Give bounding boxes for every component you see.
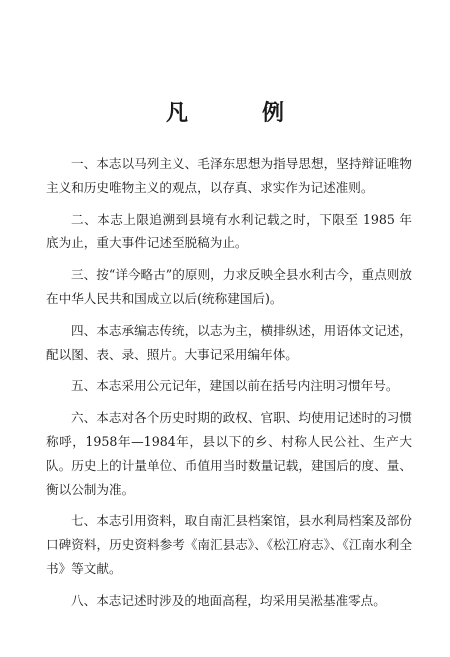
- paragraph-8: 八、本志记述时涉及的地面高程，均采用吴淞基准零点。: [71, 592, 386, 608]
- paragraph-7: 七、本志引用资料，取自南汇县档案馆，县水利局档案及部份口碑资料，历史资料参考《南汇县志》、《松江府志》、《江南水利全书》等文献。: [46, 513, 412, 576]
- paragraph-5: 五、本志采用公元记年，建国以前在括号内注明习惯年号。: [71, 378, 399, 394]
- paragraph-1: 一、本志以马列主义、毛泽东思想为指导思想，坚持辩证唯物主义和历史唯物主义的观点，以存真、求实作为记述准则。: [46, 156, 412, 195]
- page-title: 凡 例: [165, 100, 310, 126]
- paragraph-2: 二、本志上限追溯到县境有水利记载之时，下限至 1985 年底为止，重大事件记述至脱稿为止。: [46, 211, 412, 251]
- paragraph-6: 六、本志对各个历史时期的政权、官职、均使用记述时的习惯称呼，1958年—1984年，县以下的乡、村称人民公社、生产大队。历史上的计量单位、币值用当时数量记载，建国后的度、量、衡以公制为准。: [46, 410, 412, 497]
- paragraph-3: 三、按“详今略古”的原则，力求反映全县水利古今，重点则放在中华人民共和国成立以后(统称建国后)。: [46, 267, 412, 306]
- paragraph-4: 四、本志承编志传统，以志为主，横排纵述，用语体文记述，配以图、表、录、照片。大事记采用编年体。: [46, 322, 412, 362]
- body-text: [46, 152, 412, 621]
